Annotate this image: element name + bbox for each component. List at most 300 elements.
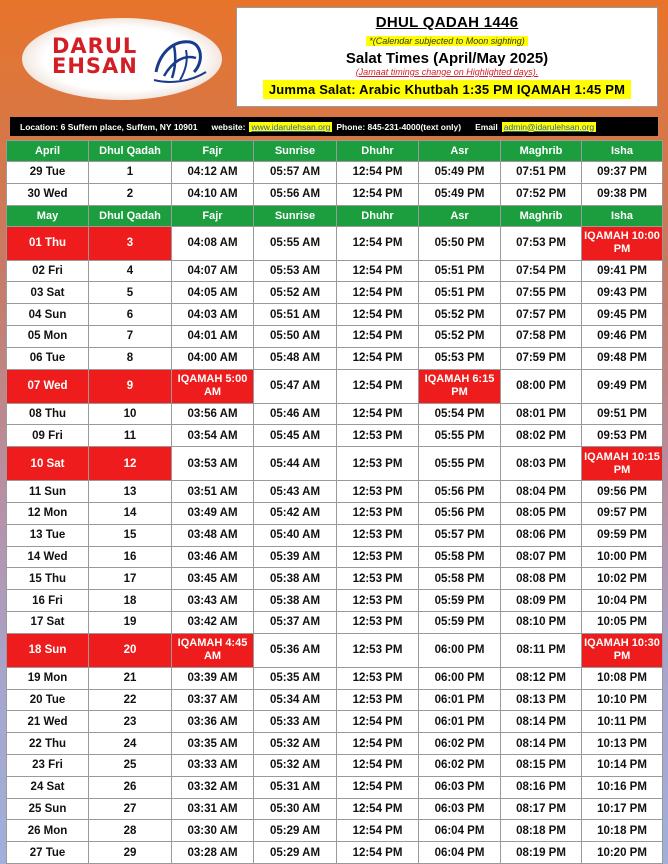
column-header-sunrise: Sunrise (254, 205, 337, 226)
cell-dhul-qadah-day: 20 (89, 633, 172, 667)
cell-sunrise: 05:39 AM (254, 546, 337, 568)
table-row (7, 842, 663, 864)
cell-isha: 09:41 PM (582, 260, 663, 282)
calligraphy-mark-icon (150, 32, 210, 86)
cell-dhul-qadah-day: 6 (89, 304, 172, 326)
cell-isha: 10:18 PM (582, 820, 663, 842)
cell-dhul-qadah-day: 16 (89, 546, 172, 568)
cell-asr: 05:58 PM (419, 568, 501, 590)
cell-date: 05 Mon (7, 325, 89, 347)
cell-date: 12 Mon (7, 502, 89, 524)
cell-sunrise: 05:32 AM (254, 733, 337, 755)
cell-asr: 05:59 PM (419, 590, 501, 612)
cell-fajr: 03:33 AM (172, 754, 254, 776)
table-row (7, 369, 663, 403)
cell-fajr: 03:30 AM (172, 820, 254, 842)
cell-asr: 05:54 PM (419, 403, 501, 425)
cell-maghrib: 08:16 PM (501, 776, 582, 798)
cell-maghrib: 08:18 PM (501, 820, 582, 842)
cell-isha: 10:04 PM (582, 590, 663, 612)
cell-dhuhr: 12:54 PM (337, 776, 419, 798)
email-link[interactable]: admin@idarulehsan.org (503, 121, 595, 132)
cell-date: 15 Thu (7, 568, 89, 590)
cell-date: 17 Sat (7, 611, 89, 633)
cell-date: 04 Sun (7, 304, 89, 326)
table-row (7, 689, 663, 711)
cell-asr: IQAMAH 6:15 PM (419, 369, 501, 403)
cell-dhul-qadah-day: 27 (89, 798, 172, 820)
table-row (7, 667, 663, 689)
cell-dhul-qadah-day: 9 (89, 369, 172, 403)
cell-fajr: 04:10 AM (172, 183, 254, 205)
cell-dhuhr: 12:53 PM (337, 611, 419, 633)
website-label: website: (211, 121, 246, 132)
cell-asr: 06:01 PM (419, 689, 501, 711)
table-row (7, 260, 663, 282)
cell-date: 20 Tue (7, 689, 89, 711)
cell-sunrise: 05:53 AM (254, 260, 337, 282)
cell-dhuhr: 12:53 PM (337, 425, 419, 447)
cell-fajr: 03:37 AM (172, 689, 254, 711)
cell-isha: 10:20 PM (582, 842, 663, 864)
cell-maghrib: 08:04 PM (501, 481, 582, 503)
cell-dhul-qadah-day: 28 (89, 820, 172, 842)
table-row (7, 733, 663, 755)
column-header-maghrib: Maghrib (501, 205, 582, 226)
cell-dhuhr: 12:53 PM (337, 590, 419, 612)
column-header-dhul-qadah-day: Dhul Qadah (89, 141, 172, 162)
salat-times-body (7, 141, 663, 864)
cell-dhul-qadah-day: 7 (89, 325, 172, 347)
salat-times-table (6, 140, 663, 864)
cell-dhul-qadah-day: 1 (89, 162, 172, 184)
cell-asr: 06:02 PM (419, 754, 501, 776)
cell-fajr: 03:48 AM (172, 524, 254, 546)
cell-fajr: 04:00 AM (172, 347, 254, 369)
cell-asr: 06:04 PM (419, 842, 501, 864)
cell-asr: 05:49 PM (419, 162, 501, 184)
table-row (7, 798, 663, 820)
phone-text: Phone: 845-231-4000(text only) (336, 121, 462, 132)
column-header-date: May (7, 205, 89, 226)
cell-isha: IQAMAH 10:15 PM (582, 447, 663, 481)
cell-asr: 05:56 PM (419, 481, 501, 503)
cell-fajr: 03:45 AM (172, 568, 254, 590)
cell-sunrise: 05:42 AM (254, 502, 337, 524)
cell-dhul-qadah-day: 21 (89, 667, 172, 689)
cell-dhul-qadah-day: 4 (89, 260, 172, 282)
cell-dhuhr: 12:54 PM (337, 842, 419, 864)
calendar-title: DHUL QADAH 1446 (375, 14, 519, 31)
cell-maghrib: 08:15 PM (501, 754, 582, 776)
cell-isha: 09:38 PM (582, 183, 663, 205)
cell-sunrise: 05:35 AM (254, 667, 337, 689)
cell-maghrib: 08:06 PM (501, 524, 582, 546)
cell-maghrib: 08:00 PM (501, 369, 582, 403)
cell-dhul-qadah-day: 24 (89, 733, 172, 755)
column-header-isha: Isha (582, 205, 663, 226)
cell-date: 16 Fri (7, 590, 89, 612)
cell-sunrise: 05:46 AM (254, 403, 337, 425)
cell-fajr: 03:56 AM (172, 403, 254, 425)
cell-asr: 05:52 PM (419, 304, 501, 326)
cell-asr: 06:03 PM (419, 798, 501, 820)
cell-fajr: 03:39 AM (172, 667, 254, 689)
cell-isha: 10:11 PM (582, 711, 663, 733)
cell-maghrib: 08:12 PM (501, 667, 582, 689)
cell-sunrise: 05:31 AM (254, 776, 337, 798)
cell-dhuhr: 12:54 PM (337, 369, 419, 403)
cell-dhuhr: 12:54 PM (337, 403, 419, 425)
table-row (7, 611, 663, 633)
cell-date: 26 Mon (7, 820, 89, 842)
cell-isha: 09:56 PM (582, 481, 663, 503)
table-row (7, 183, 663, 205)
cell-sunrise: 05:36 AM (254, 633, 337, 667)
cell-isha: 09:48 PM (582, 347, 663, 369)
cell-dhuhr: 12:53 PM (337, 524, 419, 546)
cell-date: 08 Thu (7, 403, 89, 425)
cell-dhul-qadah-day: 17 (89, 568, 172, 590)
cell-maghrib: 07:54 PM (501, 260, 582, 282)
logo-text (52, 36, 138, 76)
cell-fajr: 04:07 AM (172, 260, 254, 282)
cell-sunrise: 05:44 AM (254, 447, 337, 481)
website-link[interactable]: www.idarulehsan.org (251, 121, 331, 132)
cell-dhuhr: 12:54 PM (337, 282, 419, 304)
table-header-row (7, 205, 663, 226)
cell-maghrib: 08:14 PM (501, 733, 582, 755)
cell-asr: 05:59 PM (419, 611, 501, 633)
table-row (7, 403, 663, 425)
cell-fajr: 03:54 AM (172, 425, 254, 447)
cell-fajr: 03:28 AM (172, 842, 254, 864)
cell-maghrib: 08:03 PM (501, 447, 582, 481)
column-header-asr: Asr (419, 205, 501, 226)
cell-asr: 05:56 PM (419, 502, 501, 524)
email-label: Email (475, 121, 498, 132)
table-row (7, 820, 663, 842)
cell-sunrise: 05:45 AM (254, 425, 337, 447)
cell-date: 10 Sat (7, 447, 89, 481)
cell-dhul-qadah-day: 11 (89, 425, 172, 447)
cell-asr: 05:51 PM (419, 282, 501, 304)
cell-maghrib: 08:14 PM (501, 711, 582, 733)
cell-isha: IQAMAH 10:30 PM (582, 633, 663, 667)
cell-dhul-qadah-day: 29 (89, 842, 172, 864)
column-header-sunrise: Sunrise (254, 141, 337, 162)
cell-isha: 10:13 PM (582, 733, 663, 755)
cell-dhuhr: 12:54 PM (337, 711, 419, 733)
contact-info-bar (10, 117, 658, 136)
cell-isha: 10:16 PM (582, 776, 663, 798)
cell-isha: 10:02 PM (582, 568, 663, 590)
cell-isha: 10:08 PM (582, 667, 663, 689)
cell-maghrib: 08:08 PM (501, 568, 582, 590)
cell-fajr: 03:53 AM (172, 447, 254, 481)
cell-isha: 09:45 PM (582, 304, 663, 326)
cell-maghrib: 08:11 PM (501, 633, 582, 667)
cell-fajr: IQAMAH 4:45 AM (172, 633, 254, 667)
cell-date: 13 Tue (7, 524, 89, 546)
table-row (7, 347, 663, 369)
cell-sunrise: 05:33 AM (254, 711, 337, 733)
cell-date: 18 Sun (7, 633, 89, 667)
cell-sunrise: 05:29 AM (254, 820, 337, 842)
cell-maghrib: 08:17 PM (501, 798, 582, 820)
table-row (7, 754, 663, 776)
cell-maghrib: 08:09 PM (501, 590, 582, 612)
cell-asr: 06:02 PM (419, 733, 501, 755)
cell-isha: 09:43 PM (582, 282, 663, 304)
table-row (7, 524, 663, 546)
table-row (7, 226, 663, 260)
cell-asr: 05:55 PM (419, 425, 501, 447)
cell-dhuhr: 12:54 PM (337, 325, 419, 347)
cell-asr: 06:04 PM (419, 820, 501, 842)
cell-dhul-qadah-day: 18 (89, 590, 172, 612)
column-header-date: April (7, 141, 89, 162)
cell-dhul-qadah-day: 14 (89, 502, 172, 524)
cell-fajr: 03:43 AM (172, 590, 254, 612)
cell-fajr: 04:08 AM (172, 226, 254, 260)
cell-sunrise: 05:56 AM (254, 183, 337, 205)
cell-fajr: 03:46 AM (172, 546, 254, 568)
cell-fajr: 03:35 AM (172, 733, 254, 755)
table-row (7, 304, 663, 326)
cell-asr: 05:57 PM (419, 524, 501, 546)
cell-sunrise: 05:48 AM (254, 347, 337, 369)
cell-asr: 06:00 PM (419, 633, 501, 667)
cell-fajr: IQAMAH 5:00 AM (172, 369, 254, 403)
cell-date: 07 Wed (7, 369, 89, 403)
table-row (7, 568, 663, 590)
cell-fajr: 03:42 AM (172, 611, 254, 633)
cell-dhuhr: 12:54 PM (337, 304, 419, 326)
cell-isha: 09:59 PM (582, 524, 663, 546)
cell-fajr: 03:49 AM (172, 502, 254, 524)
cell-dhuhr: 12:53 PM (337, 502, 419, 524)
cell-dhuhr: 12:53 PM (337, 568, 419, 590)
table-row (7, 776, 663, 798)
cell-maghrib: 07:53 PM (501, 226, 582, 260)
cell-dhuhr: 12:53 PM (337, 689, 419, 711)
cell-maghrib: 08:10 PM (501, 611, 582, 633)
column-header-maghrib: Maghrib (501, 141, 582, 162)
cell-dhuhr: 12:54 PM (337, 183, 419, 205)
cell-dhul-qadah-day: 19 (89, 611, 172, 633)
cell-isha: 10:17 PM (582, 798, 663, 820)
cell-dhuhr: 12:54 PM (337, 226, 419, 260)
cell-maghrib: 07:52 PM (501, 183, 582, 205)
cell-sunrise: 05:38 AM (254, 590, 337, 612)
cell-dhul-qadah-day: 15 (89, 524, 172, 546)
cell-maghrib: 07:57 PM (501, 304, 582, 326)
cell-dhuhr: 12:54 PM (337, 162, 419, 184)
cell-maghrib: 07:55 PM (501, 282, 582, 304)
column-header-fajr: Fajr (172, 205, 254, 226)
cell-fajr: 04:05 AM (172, 282, 254, 304)
cell-asr: 06:00 PM (419, 667, 501, 689)
cell-fajr: 04:03 AM (172, 304, 254, 326)
cell-isha: 09:46 PM (582, 325, 663, 347)
cell-isha: 10:14 PM (582, 754, 663, 776)
cell-asr: 05:51 PM (419, 260, 501, 282)
cell-dhul-qadah-day: 12 (89, 447, 172, 481)
table-row (7, 425, 663, 447)
cell-date: 14 Wed (7, 546, 89, 568)
cell-asr: 06:03 PM (419, 776, 501, 798)
cell-date: 24 Sat (7, 776, 89, 798)
header (0, 0, 668, 114)
table-row (7, 590, 663, 612)
cell-date: 03 Sat (7, 282, 89, 304)
cell-date: 19 Mon (7, 667, 89, 689)
cell-sunrise: 05:57 AM (254, 162, 337, 184)
cell-date: 30 Wed (7, 183, 89, 205)
cell-dhul-qadah-day: 22 (89, 689, 172, 711)
table-row (7, 282, 663, 304)
column-header-isha: Isha (582, 141, 663, 162)
logo-line-2: EHSAN (52, 54, 138, 78)
cell-sunrise: 05:30 AM (254, 798, 337, 820)
cell-dhuhr: 12:54 PM (337, 260, 419, 282)
cell-dhul-qadah-day: 26 (89, 776, 172, 798)
cell-sunrise: 05:34 AM (254, 689, 337, 711)
cell-maghrib: 08:19 PM (501, 842, 582, 864)
cell-asr: 05:58 PM (419, 546, 501, 568)
column-header-asr: Asr (419, 141, 501, 162)
table-row (7, 502, 663, 524)
cell-dhul-qadah-day: 2 (89, 183, 172, 205)
cell-asr: 05:50 PM (419, 226, 501, 260)
cell-sunrise: 05:43 AM (254, 481, 337, 503)
table-row (7, 711, 663, 733)
cell-maghrib: 08:07 PM (501, 546, 582, 568)
cell-date: 06 Tue (7, 347, 89, 369)
cell-date: 25 Sun (7, 798, 89, 820)
cell-dhul-qadah-day: 10 (89, 403, 172, 425)
cell-date: 29 Tue (7, 162, 89, 184)
cell-fajr: 03:32 AM (172, 776, 254, 798)
cell-maghrib: 08:02 PM (501, 425, 582, 447)
darul-ehsan-logo (22, 18, 222, 100)
cell-maghrib: 07:51 PM (501, 162, 582, 184)
cell-isha: 09:37 PM (582, 162, 663, 184)
cell-maghrib: 07:59 PM (501, 347, 582, 369)
moon-sighting-note: *(Calendar subjected to Moon sighting) (366, 36, 528, 46)
cell-dhul-qadah-day: 13 (89, 481, 172, 503)
cell-date: 21 Wed (7, 711, 89, 733)
cell-fajr: 03:36 AM (172, 711, 254, 733)
cell-date: 23 Fri (7, 754, 89, 776)
cell-sunrise: 05:50 AM (254, 325, 337, 347)
table-header-row (7, 141, 663, 162)
salat-times-table-wrap (6, 140, 662, 864)
cell-maghrib: 08:01 PM (501, 403, 582, 425)
cell-isha: 09:49 PM (582, 369, 663, 403)
cell-asr: 05:53 PM (419, 347, 501, 369)
cell-dhul-qadah-day: 5 (89, 282, 172, 304)
column-header-dhuhr: Dhuhr (337, 141, 419, 162)
cell-isha: 09:53 PM (582, 425, 663, 447)
cell-fajr: 04:12 AM (172, 162, 254, 184)
cell-date: 02 Fri (7, 260, 89, 282)
cell-dhuhr: 12:54 PM (337, 347, 419, 369)
location-text: Location: 6 Suffern place, Suffem, NY 10901 (20, 121, 198, 132)
table-row (7, 325, 663, 347)
cell-fajr: 03:31 AM (172, 798, 254, 820)
cell-maghrib: 08:05 PM (501, 502, 582, 524)
cell-maghrib: 08:13 PM (501, 689, 582, 711)
cell-maghrib: 07:58 PM (501, 325, 582, 347)
cell-asr: 05:49 PM (419, 183, 501, 205)
table-row (7, 481, 663, 503)
cell-sunrise: 05:40 AM (254, 524, 337, 546)
cell-isha: IQAMAH 10:00 PM (582, 226, 663, 260)
cell-dhuhr: 12:54 PM (337, 733, 419, 755)
cell-sunrise: 05:29 AM (254, 842, 337, 864)
cell-sunrise: 05:55 AM (254, 226, 337, 260)
cell-dhul-qadah-day: 3 (89, 226, 172, 260)
title-box (236, 7, 658, 107)
table-row (7, 162, 663, 184)
cell-isha: 09:57 PM (582, 502, 663, 524)
column-header-dhuhr: Dhuhr (337, 205, 419, 226)
column-header-dhul-qadah-day: Dhul Qadah (89, 205, 172, 226)
cell-sunrise: 05:52 AM (254, 282, 337, 304)
logo-line-1: DARUL (52, 34, 138, 58)
cell-date: 11 Sun (7, 481, 89, 503)
cell-isha: 10:00 PM (582, 546, 663, 568)
table-row (7, 447, 663, 481)
jumma-salat-banner: Jumma Salat: Arabic Khutbah 1:35 PM IQAMAH 1:45 PM (263, 80, 631, 99)
cell-dhuhr: 12:54 PM (337, 754, 419, 776)
cell-isha: 10:05 PM (582, 611, 663, 633)
cell-date: 01 Thu (7, 226, 89, 260)
column-header-fajr: Fajr (172, 141, 254, 162)
cell-dhul-qadah-day: 23 (89, 711, 172, 733)
cell-date: 27 Tue (7, 842, 89, 864)
cell-dhuhr: 12:53 PM (337, 481, 419, 503)
jamaat-note: (Jamaat timings change on Highlighted days). (355, 67, 539, 77)
cell-dhuhr: 12:54 PM (337, 820, 419, 842)
cell-asr: 06:01 PM (419, 711, 501, 733)
cell-sunrise: 05:32 AM (254, 754, 337, 776)
cell-asr: 05:55 PM (419, 447, 501, 481)
cell-sunrise: 05:51 AM (254, 304, 337, 326)
cell-dhuhr: 12:53 PM (337, 633, 419, 667)
cell-date: 09 Fri (7, 425, 89, 447)
cell-isha: 09:51 PM (582, 403, 663, 425)
cell-date: 22 Thu (7, 733, 89, 755)
cell-dhuhr: 12:53 PM (337, 667, 419, 689)
cell-sunrise: 05:47 AM (254, 369, 337, 403)
cell-fajr: 03:51 AM (172, 481, 254, 503)
cell-dhuhr: 12:54 PM (337, 798, 419, 820)
cell-asr: 05:52 PM (419, 325, 501, 347)
cell-fajr: 04:01 AM (172, 325, 254, 347)
table-row (7, 546, 663, 568)
salat-times-subtitle: Salat Times (April/May 2025) (345, 50, 549, 67)
cell-dhul-qadah-day: 8 (89, 347, 172, 369)
cell-sunrise: 05:38 AM (254, 568, 337, 590)
table-row (7, 633, 663, 667)
cell-sunrise: 05:37 AM (254, 611, 337, 633)
cell-isha: 10:10 PM (582, 689, 663, 711)
cell-dhul-qadah-day: 25 (89, 754, 172, 776)
cell-dhuhr: 12:53 PM (337, 546, 419, 568)
